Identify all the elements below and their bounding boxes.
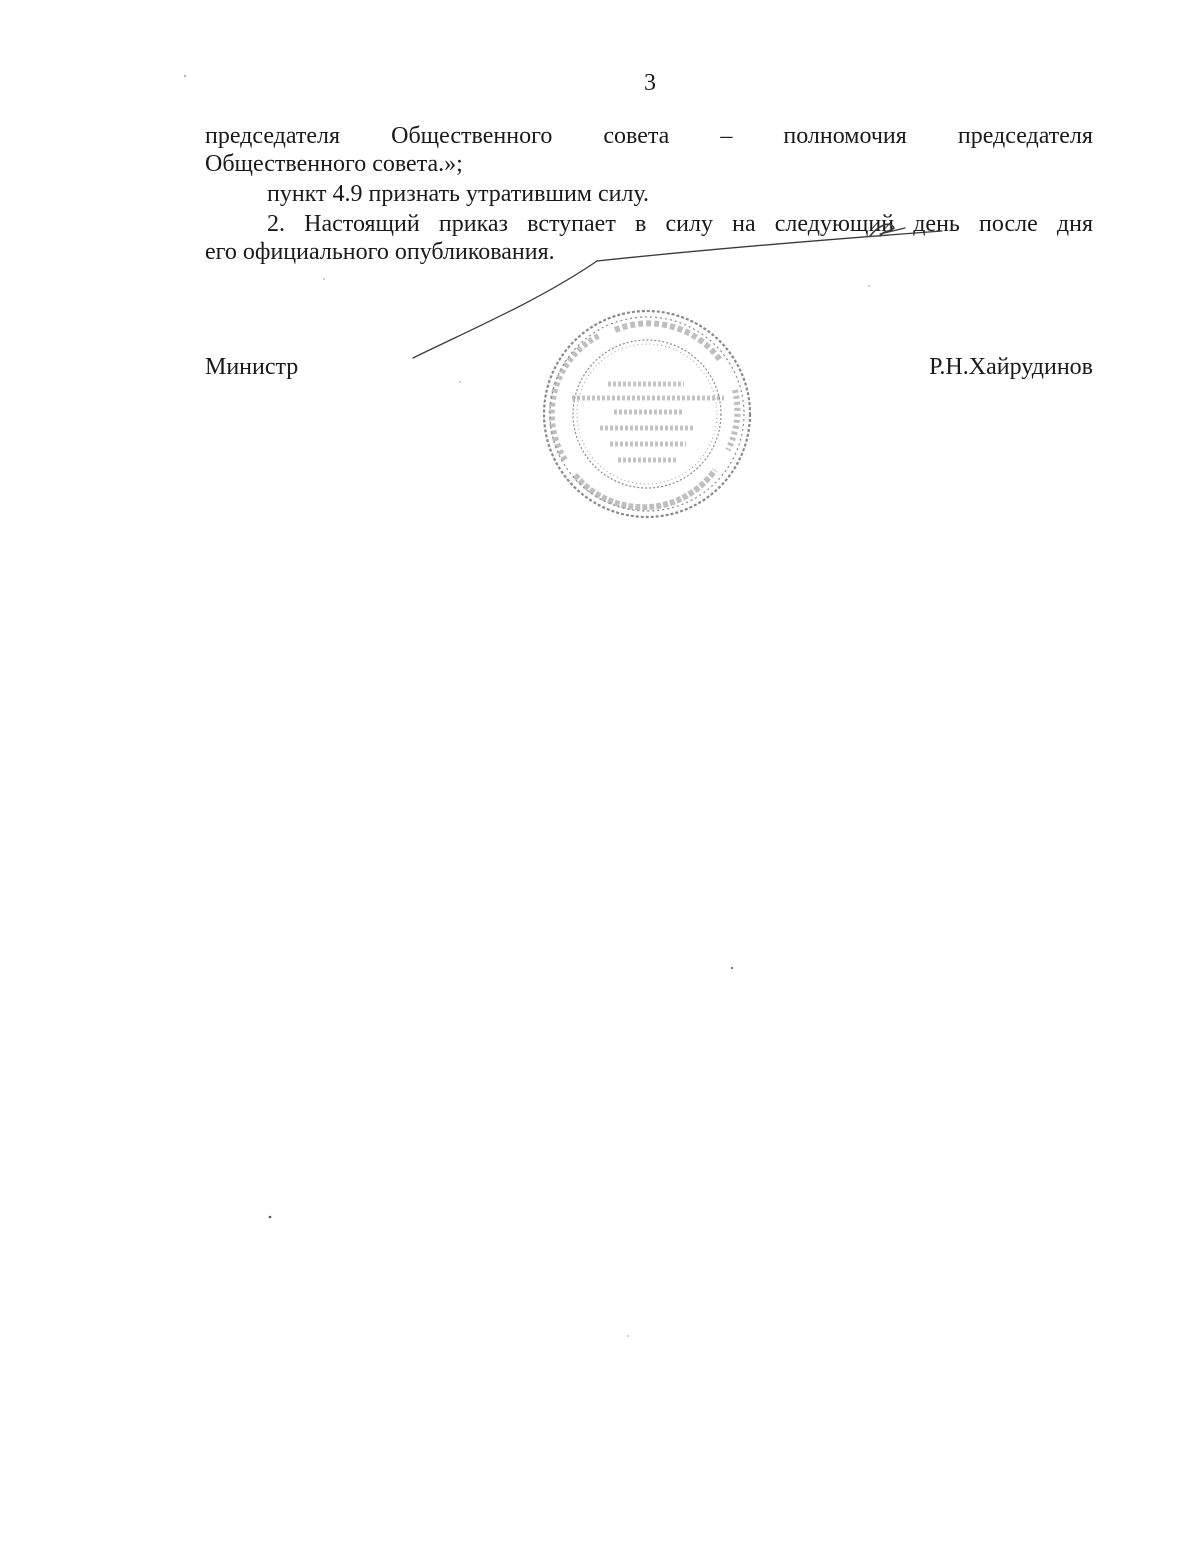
word: совета bbox=[603, 123, 670, 149]
text-line-3: пункт 4.9 признать утратившим силу. bbox=[267, 181, 650, 207]
text-line-5: его официального опубликования. bbox=[205, 239, 555, 265]
word: приказ bbox=[438, 211, 508, 237]
word: Общественного bbox=[391, 123, 553, 149]
word: полномочия bbox=[783, 123, 907, 149]
word: следующий bbox=[774, 211, 895, 237]
word: 2. bbox=[267, 211, 285, 237]
word: Настоящий bbox=[304, 211, 420, 237]
text-line-4 bbox=[205, 210, 1093, 238]
signatory-name: Р.Н.Хайрудинов bbox=[929, 354, 1093, 380]
word: дня bbox=[1056, 211, 1093, 237]
word: председателя bbox=[205, 123, 341, 149]
word: в bbox=[634, 211, 647, 237]
signatory-position: Министр bbox=[205, 354, 299, 380]
word: после bbox=[979, 211, 1038, 237]
official-stamp bbox=[544, 311, 750, 517]
page-number: 3 bbox=[644, 70, 656, 96]
body-text bbox=[205, 122, 1093, 266]
text-line-2: Общественного совета.»; bbox=[205, 151, 463, 177]
word: на bbox=[732, 211, 756, 237]
word: – bbox=[720, 123, 733, 149]
word: председателя bbox=[957, 123, 1093, 149]
word: силу bbox=[665, 211, 713, 237]
word: вступает bbox=[527, 211, 616, 237]
word: день bbox=[913, 211, 960, 237]
text-line-1 bbox=[205, 122, 1093, 150]
